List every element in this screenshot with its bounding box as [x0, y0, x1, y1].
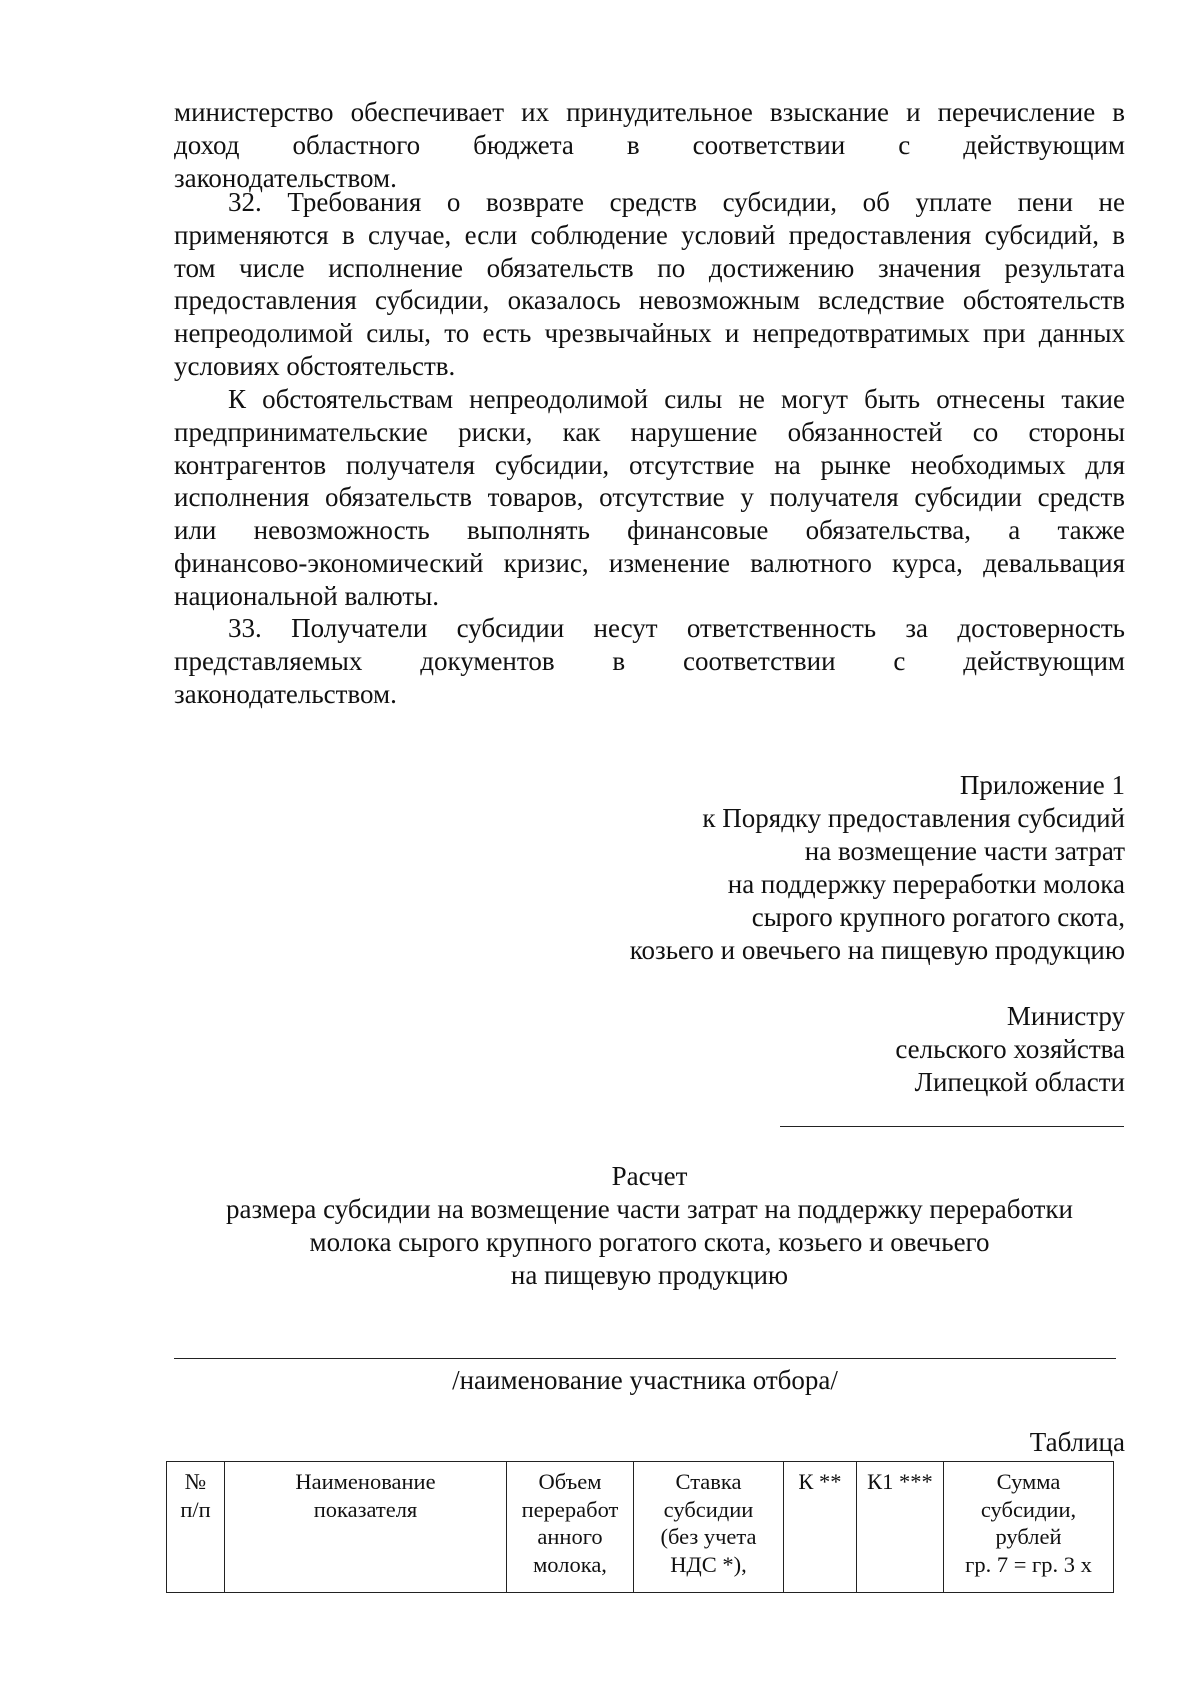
paragraph-32 — [174, 186, 1125, 383]
paragraph-33 — [174, 612, 1125, 710]
participant-name-line — [174, 1358, 1116, 1359]
addressee-block — [895, 1000, 1125, 1099]
header-cell-k — [784, 1462, 857, 1593]
text-line: финансово-экономический кризис, изменение валютного курса, девальвация — [174, 547, 1125, 578]
table-header-row — [167, 1462, 1114, 1593]
header-cell-indicator-name — [225, 1462, 507, 1593]
header-text: субсидии, — [980, 1496, 1077, 1522]
table-caption: Таблица — [1029, 1427, 1125, 1457]
appendix-line: к Порядку предоставления субсидий — [702, 803, 1125, 833]
header-text: НДС *), — [670, 1551, 747, 1577]
header-text: № — [184, 1469, 207, 1494]
addressee-name-line — [780, 1126, 1124, 1127]
header-cell-k1 — [857, 1462, 944, 1593]
paragraph-continuation — [174, 96, 1125, 194]
header-cell-number — [167, 1462, 225, 1593]
header-text: рублей — [995, 1524, 1062, 1549]
appendix-line: Приложение 1 — [959, 770, 1125, 800]
header-text: Сумма — [996, 1469, 1061, 1494]
text-line: законодательством. — [174, 162, 397, 193]
text-line: министерство обеспечивает их принудительное взыскание и перечисление в — [174, 97, 1125, 127]
appendix-line: на возмещение части затрат — [804, 836, 1125, 866]
paragraph-force-majeure — [174, 383, 1125, 613]
text-line: предпринимательские риски, как нарушение обязанностей со стороны — [174, 416, 1125, 447]
text-line: том числе исполнение обязательств по достижению значения результата — [174, 252, 1125, 283]
appendix-line: на поддержку переработки молока — [727, 869, 1125, 899]
appendix-header — [630, 769, 1125, 967]
header-text: субсидии — [663, 1496, 754, 1522]
header-text: п/п — [180, 1496, 211, 1522]
calculation-table — [166, 1461, 1114, 1593]
header-cell-subsidy-amount — [944, 1462, 1114, 1593]
appendix-line: сырого крупного рогатого скота, — [751, 902, 1125, 932]
addressee-line: сельского хозяйства — [895, 1034, 1125, 1064]
appendix-line: козьего и овечьего на пищевую продукцию — [629, 935, 1125, 965]
text-line: или невозможность выполнять финансовые обязательства, а также — [174, 515, 1125, 546]
title-line: размера субсидии на возмещение части затрат на поддержку переработки — [226, 1194, 1073, 1224]
text-line: исполнения обязательств товаров, отсутствие у получателя субсидии средств — [174, 482, 1125, 513]
header-text: (без учета — [660, 1524, 757, 1549]
header-text: К1 *** — [867, 1469, 933, 1494]
text-line: предоставления субсидии, оказалось невозможным вследствие обстоятельств — [174, 285, 1125, 316]
title-line: Расчет — [611, 1161, 688, 1191]
header-text: гр. 7 = гр. 3 х — [965, 1551, 1092, 1577]
text-line: контрагентов получателя субсидии, отсутствие на рынке необходимых для — [174, 449, 1125, 480]
document-title — [174, 1160, 1125, 1292]
header-text: Наименование — [295, 1469, 436, 1494]
text-line: применяются в случае, если соблюдение условий предоставления субсидий, в — [174, 219, 1125, 250]
text-line: К обстоятельствам непреодолимой силы не могут быть отнесены такие — [228, 384, 1125, 414]
header-text: переработ — [521, 1496, 619, 1522]
header-text: Объем — [538, 1469, 602, 1494]
text-line: представляемых документов в соответствии с действующим — [174, 645, 1125, 676]
title-line: на пищевую продукцию — [510, 1260, 789, 1290]
text-line: условиях обстоятельств. — [174, 350, 456, 381]
addressee-line: Липецкой области — [914, 1067, 1125, 1097]
header-text: молока, — [533, 1551, 607, 1577]
text-line: законодательством. — [174, 678, 397, 709]
text-line: доход областного бюджета в соответствии с действующим — [174, 129, 1125, 160]
header-text: показателя — [313, 1496, 418, 1522]
addressee-line: Министру — [1006, 1001, 1125, 1031]
text-line: 33. Получатели субсидии несут ответственность за достоверность — [228, 613, 1125, 643]
header-text: К ** — [798, 1469, 842, 1494]
text-line: 32. Требования о возврате средств субсидии, об уплате пени не — [228, 187, 1125, 217]
header-text: анного — [537, 1524, 603, 1549]
participant-caption: /наименование участника отбора/ — [452, 1365, 838, 1395]
text-line: непреодолимой силы, то есть чрезвычайных и непредотвратимых при данных — [174, 318, 1125, 349]
title-line: молока сырого крупного рогатого скота, козьего и овечьего — [309, 1227, 990, 1257]
header-cell-subsidy-rate — [634, 1462, 784, 1593]
header-cell-processed-volume — [507, 1462, 634, 1593]
header-text: Ставка — [675, 1469, 742, 1494]
text-line: национальной валюты. — [174, 580, 440, 611]
